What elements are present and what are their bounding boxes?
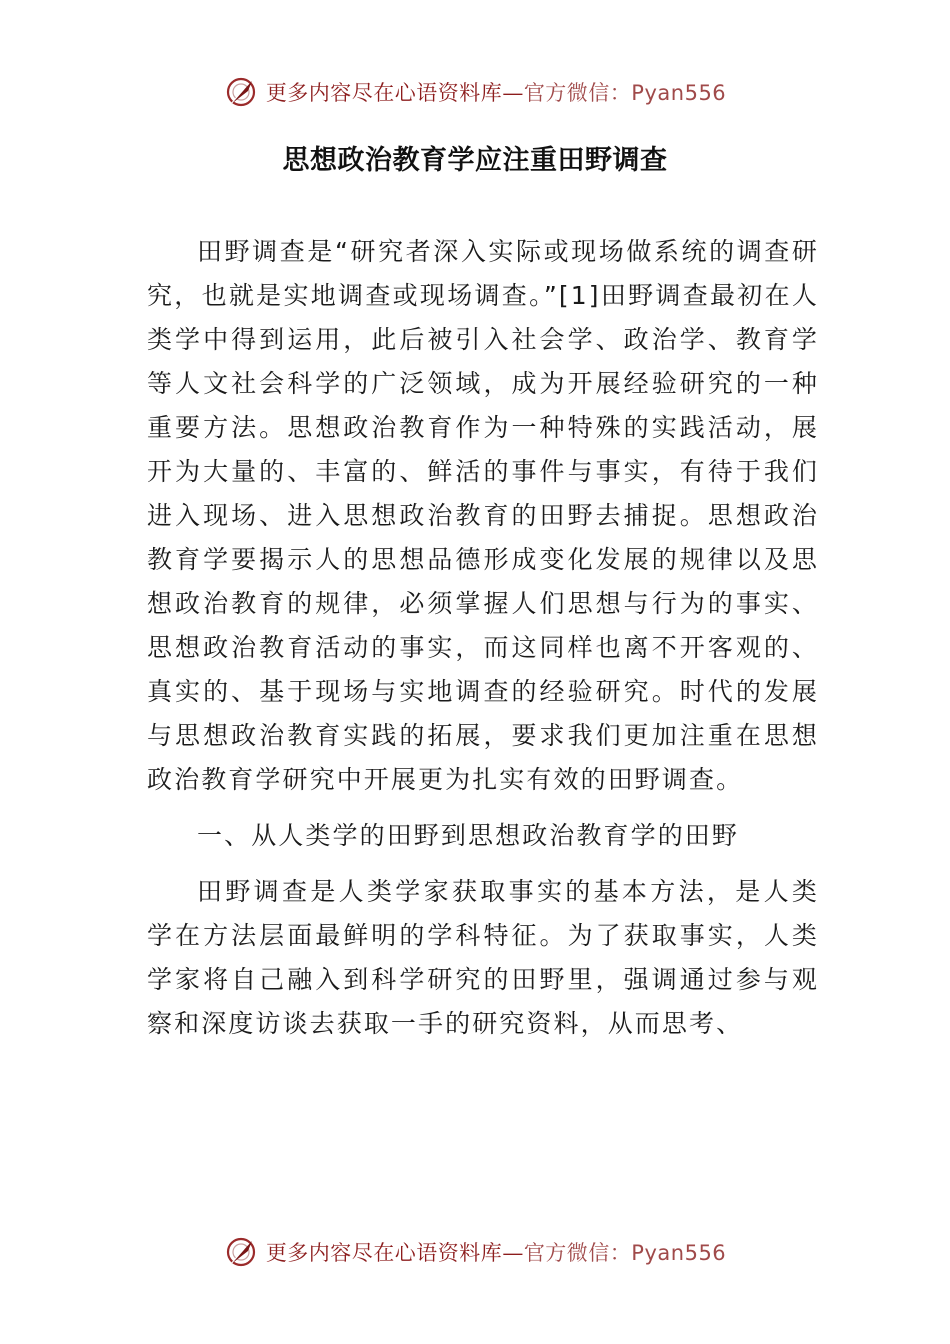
document-body [147, 230, 819, 1046]
banner-slogan: 更多内容尽在心语资料库 [265, 1241, 503, 1265]
header-banner [0, 70, 950, 114]
quill-pen-logo-icon [224, 1235, 258, 1269]
banner-text [266, 77, 726, 107]
document-title: 思想政治教育学应注重田野调查 [282, 145, 668, 176]
paragraph-intro: 田野调查是“研究者深入实际或现场做系统的调查研究，也就是实地调查或现场调查。”[1]田野调查最初在人类学中得到运用，此后被引入社会学、政治学、教育学等人文社会科学的广泛领域，成为开展经验研究的一种重要方法。思想政治教育作为一种特殊的实践活动，展开为大量的、丰富的、鲜活的事件与事实，有待于我们进入现场、进入思想政治教育的田野去捕捉。思想政治教育学要揭示人的思想品德形成变化发展的规律以及思想政治教育的规律，必须掌握人们思想与行为的事实、思想政治教育活动的事实，而这同样也离不开客观的、真实的、基于现场与实地调查的经验研究。时代的发展与思想政治教育实践的拓展，要求我们更加注重在思想政治教育学研究中开展更为扎实有效的田野调查。 [147, 237, 819, 794]
paragraph-section-one: 田野调查是人类学家获取事实的基本方法，是人类学在方法层面最鲜明的学科特征。为了获取事实，人类学家将自己融入到科学研究的田野里，强调通过参与观察和深度访谈去获取一手的研究资料，从而思考、 [147, 877, 819, 1038]
banner-separator: — [502, 81, 524, 105]
footer-banner [0, 1230, 950, 1274]
section-heading: 一、从人类学的田野到思想政治教育学的田野 [197, 821, 740, 850]
banner-slogan: 更多内容尽在心语资料库 [265, 81, 503, 105]
quill-pen-logo-icon [224, 75, 258, 109]
banner-wechat: 官方微信：Pyan556 [523, 1241, 727, 1265]
banner-separator: — [502, 1241, 524, 1265]
banner-text [266, 1237, 726, 1267]
banner-wechat: 官方微信：Pyan556 [523, 81, 727, 105]
